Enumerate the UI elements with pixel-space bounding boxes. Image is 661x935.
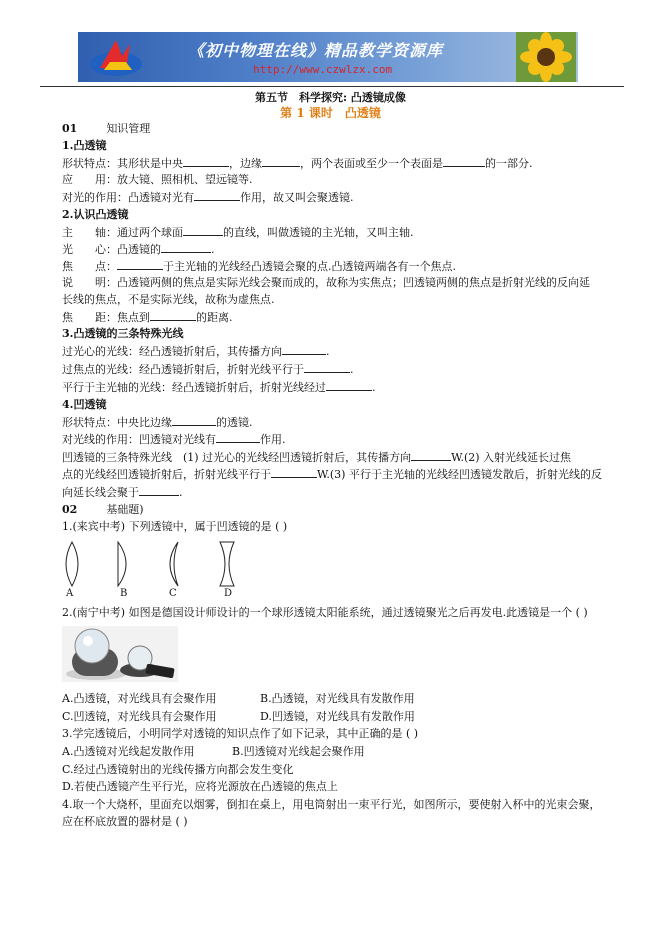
lens-d	[220, 542, 234, 586]
part1-number: 01	[62, 122, 78, 135]
s2-line5: 长线的焦点，不是实际光线，故称为虚焦点.	[62, 293, 275, 306]
s1-line1: 形状特点：其形状是中央 ，边缘 ，两个表面或至少一个表面是 的一部分.	[62, 157, 533, 170]
s1-title: 1.凸透镜	[62, 139, 107, 152]
part2-label: 基础题)	[106, 503, 144, 516]
answer-blank[interactable]	[139, 485, 179, 496]
s2-line1: 主 轴：通过两个球面 的直线，叫做透镜的主光轴，又叫主轴.	[62, 226, 414, 239]
s3-line1: 过光心的光线：经凸透镜折射后，其传播方向 .	[62, 345, 330, 358]
lens-a	[66, 542, 78, 586]
question-1: 1.(来宾中考) 下列透镜中，属于凹透镜的是 ( )	[62, 520, 288, 533]
answer-blank[interactable]	[326, 380, 372, 391]
q2-row2	[62, 710, 217, 724]
part1-label: 知识管理	[106, 122, 151, 135]
option-label-c: C	[169, 588, 177, 599]
q3-option-c[interactable]: C.经过凸透镜射出的光线传播方向都会发生变化	[62, 763, 294, 776]
option-label-d: D	[224, 588, 233, 599]
answer-blank[interactable]	[304, 362, 350, 373]
s2-line4: 说 明：凸透镜两侧的焦点是实际光线会聚而成的，故称为实焦点；凹透镜两侧的焦点是折射光线的反向延	[62, 276, 590, 289]
answer-blank[interactable]	[194, 190, 240, 201]
banner-title: 《初中物理在线》精品教学资源库	[188, 41, 444, 60]
part2-number: 02	[62, 503, 78, 516]
s2-title: 2.认识凸透镜	[62, 208, 129, 221]
question-4-line1: 4.取一个大烧杯，里面充以烟雾，倒扣在桌上，用电筒射出一束平行光，如图所示，要使射入杯中的光束会聚，	[62, 798, 601, 811]
solar-lens-photo	[62, 626, 178, 682]
answer-blank[interactable]	[282, 344, 326, 355]
question-3: 3.学完透镜后，小明同学对透镜的知识点作了如下记录，其中正确的是 ( )	[62, 727, 419, 740]
answer-blank[interactable]	[271, 467, 317, 478]
q2-option-d[interactable]: D.凹透镜，对光线具有发散作用	[260, 710, 415, 723]
s2-line2: 光 心：凸透镜的 .	[62, 243, 215, 256]
q2-option-c[interactable]: C.凹透镜，对光线具有会聚作用	[62, 710, 217, 723]
q2-option-a[interactable]: A.凸透镜，对光线具有会聚作用	[62, 692, 217, 705]
q2-row1	[62, 692, 216, 706]
q3-option-d[interactable]: D.若使凸透镜产生平行光，应将光源放在凸透镜的焦点上	[62, 780, 338, 793]
s3-title: 3.凸透镜的三条特殊光线	[62, 327, 184, 340]
answer-blank[interactable]	[150, 310, 196, 321]
part1-header	[62, 122, 150, 136]
question-2: 2.(南宁中考) 如图是德国设计师设计的一个球形透镜太阳能系统，通过透镜聚光之后再发电.此透镜是一个 ( )	[62, 606, 588, 619]
banner-url[interactable]: http://www.czwlzx.com	[253, 63, 393, 76]
answer-blank[interactable]	[183, 156, 229, 167]
s2-line3: 焦 点： 于主光轴的光线经凸透镜会聚的点.凸透镜两端各有一个焦点.	[62, 260, 456, 273]
sunflower-icon	[516, 32, 576, 82]
lesson-title: 第 1 课时 凸透镜	[280, 106, 381, 120]
logo-icon	[86, 34, 146, 80]
option-label-a: A	[66, 588, 74, 599]
s4-title: 4.凹透镜	[62, 398, 107, 411]
answer-blank[interactable]	[117, 259, 163, 270]
question-4-line2: 应在杯底放置的器材是 ( )	[62, 815, 188, 828]
s4-line3: 凹透镜的三条特殊光线 (1) 过光心的光线经凹透镜折射后，其传播方向 W.(2) 入射光线延长过焦	[62, 451, 572, 464]
answer-blank[interactable]	[172, 415, 216, 426]
answer-blank[interactable]	[411, 450, 451, 461]
answer-blank[interactable]	[443, 156, 485, 167]
s1-line2: 应 用：放大镜、照相机、望远镜等.	[62, 173, 253, 186]
q2-option-b[interactable]: B.凸透镜，对光线具有发散作用	[260, 692, 415, 705]
part2-header	[62, 503, 144, 517]
answer-blank[interactable]	[262, 156, 300, 167]
lens-b	[118, 542, 126, 586]
section-title: 第五节 科学探究: 凸透镜成像	[255, 91, 406, 104]
answer-blank[interactable]	[183, 225, 223, 236]
q3-option-a[interactable]: A.凸透镜对光线起发散作用	[62, 745, 195, 758]
lens-figure	[62, 538, 252, 598]
s1-line3: 对光的作用：凸透镜对光有 作用，故又叫会聚透镜.	[62, 191, 354, 204]
s2-line6: 焦 距：焦点到 的距离.	[62, 311, 233, 324]
answer-blank[interactable]	[216, 432, 260, 443]
s3-line3: 平行于主光轴的光线：经凸透镜折射后，折射光线经过 .	[62, 381, 376, 394]
s4-line1: 形状特点：中央比边缘 的透镜.	[62, 416, 253, 429]
lens-c	[170, 542, 178, 586]
q3-row1	[62, 745, 194, 759]
header-rule	[40, 86, 624, 87]
s4-line2: 对光线的作用：凹透镜对光线有 作用.	[62, 433, 286, 446]
s4-line5: 向延长线会聚于 .	[62, 486, 183, 499]
header-banner	[78, 32, 578, 82]
q3-option-b[interactable]: B.凹透镜对光线起会聚作用	[232, 745, 365, 758]
option-label-b: B	[120, 588, 128, 599]
s4-line4: 点的光线经凹透镜折射后，折射光线平行于 W.(3) 平行于主光轴的光线经凹透镜发散后，折射光线的反	[62, 468, 602, 481]
s3-line2: 过焦点的光线：经凸透镜折射后，折射光线平行于 .	[62, 363, 354, 376]
answer-blank[interactable]	[161, 242, 211, 253]
